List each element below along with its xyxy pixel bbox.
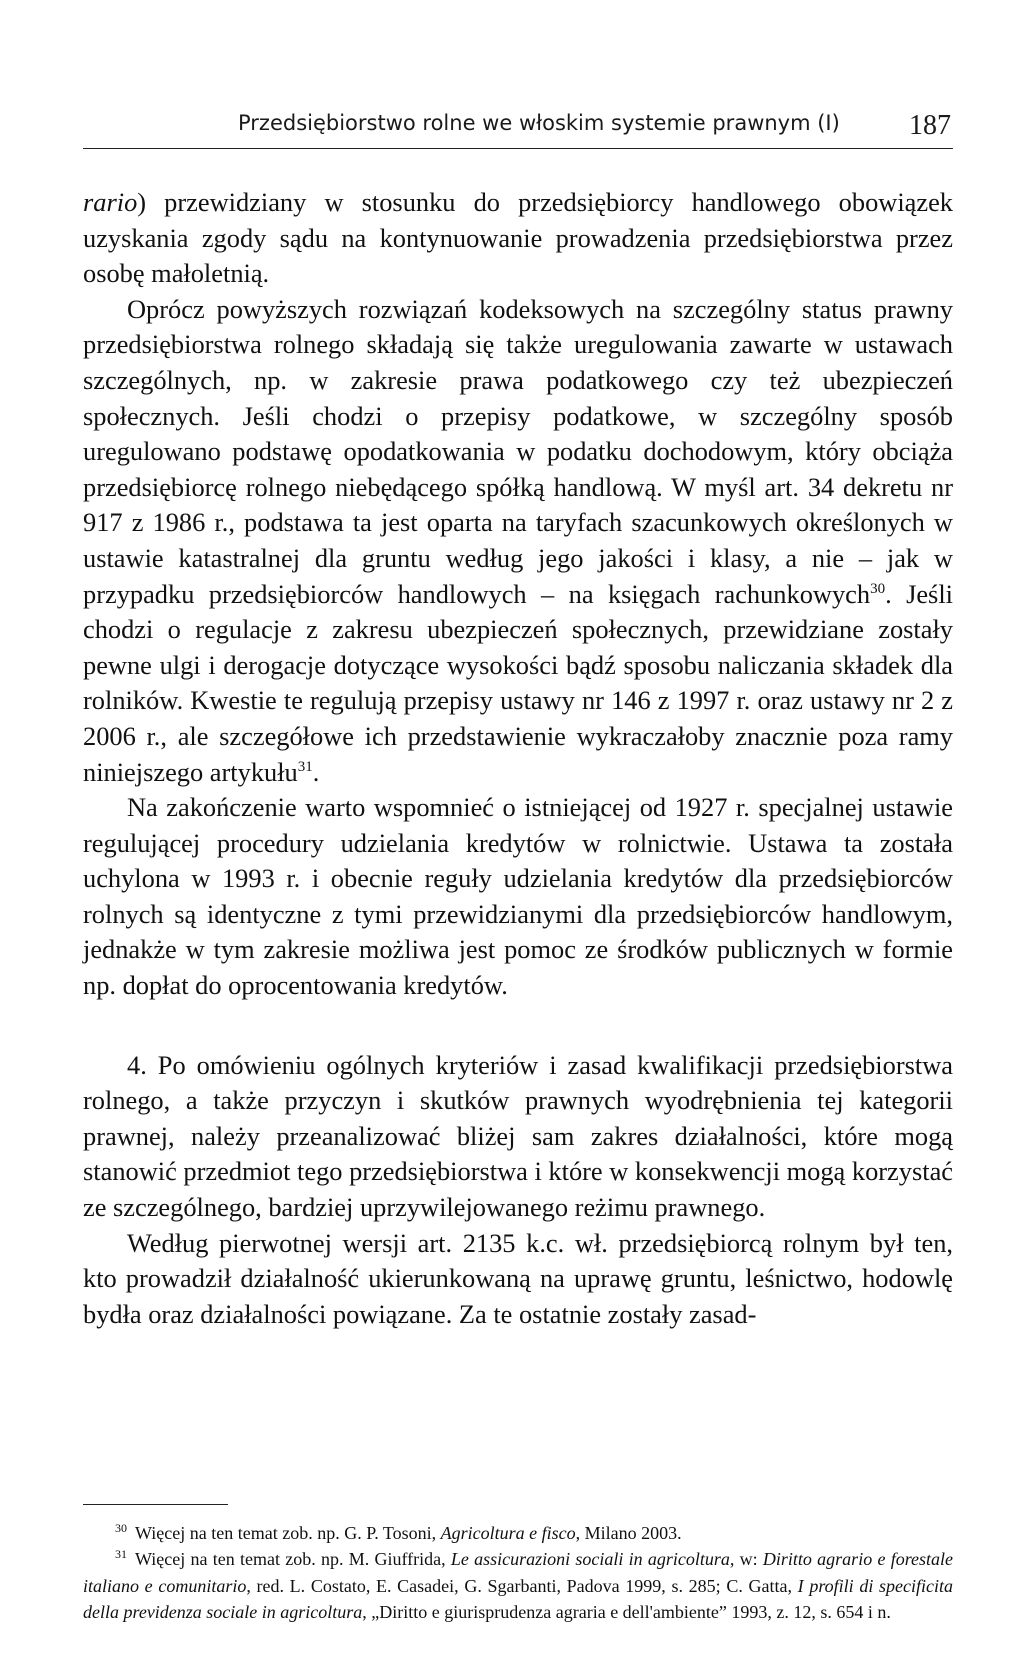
footnote-text: , Milano 2003.: [575, 1523, 682, 1543]
footnote-text: , red. L. Costato, E. Casadei, G. Sgarbanti, Padova 1999, s. 285; C. Gatta,: [246, 1575, 798, 1596]
paragraph-special-status: [83, 292, 953, 790]
footnote-30: [83, 1520, 953, 1546]
paragraph-text: .: [312, 756, 320, 787]
italic-term: rario: [83, 187, 138, 217]
footnote-divider: [83, 1504, 228, 1505]
footnote-number: [83, 1546, 135, 1572]
page-number: 187: [909, 110, 951, 141]
paragraph-text: Oprócz powyższych rozwiązań kodeksowych na szczególny status prawny przedsiębiorstwa rolnego składają się także uregulowania zawarte w ustawach szczególnych, np. w zakresie prawa podatkowego czy też ubezpieczeń społecznych. Jeśli chodzi o przepisy podatkowe, w szczególny sposób uregulowano podstawę opodatkowania w podatku dochodowym, który obciąża przedsiębiorcę rolnego niebędącego spółką handlową. W myśl art. 34 dekretu nr 917 z 1986 r., podstawa ta jest oparta na taryfach szacunkowych określonych w ustawie katastralnej dla gruntu według jego jakości i klasy, a nie – jak w przypadku przedsiębiorców handlowych – na księgach rachunkowych: [83, 293, 953, 609]
footnote-number-text: 30: [115, 1521, 127, 1535]
footnote-text: , „Diritto e giurisprudenza agraria e dell'ambiente” 1993, z. 12, s. 654 i n.: [362, 1601, 891, 1622]
footnote-title: Agricoltura e fisco: [440, 1523, 576, 1543]
paragraph-text: ) przewidziany w stosunku do przedsiębiorcy handlowego obowiązek uzyskania zgody sądu na kontynuowanie prowadzenia przedsiębiorstwa przez osobę małoletnią.: [83, 187, 953, 289]
footnote-text: Więcej na ten temat zob. np. M. Giuffrida,: [135, 1549, 451, 1570]
paragraph-credit-law: Na zakończenie warto wspomnieć o istniejącej od 1927 r. specjalnej ustawie regulującej procedury udzielania kredytów w rolnictwie. Ustawa ta została uchylona w 1993 r. i obecnie reguły udzielania kredytów dla przedsiębiorców rolnych są identyczne z tymi przewidzianymi dla przedsiębiorców handlowym, jednakże w tym zakresie możliwa jest pomoc ze środków publicznych w formie np. dopłat do oprocentowania kredytów.: [83, 792, 953, 1001]
running-title: Przedsiębiorstwo rolne we włoskim systemie prawnym (I): [238, 111, 840, 135]
paragraph-text: . Jeśli chodzi o regulacje z zakresu ubezpieczeń społecznych, przewidziane zostały pewne ulgi i derogacje dotyczące wysokości bądź sposobu naliczania składek dla rolników. Kwestie te regulują przepisy ustawy nr 146 z 1997 r. oraz ustawy nr 2 z 2006 r., ale szczegółowe ich przedstawienie wykraczałoby znacznie poza ramy niniejszego artykułu: [83, 578, 953, 787]
footnote-title: Diritto agrario e forestale italiano e comunitario: [83, 1549, 954, 1596]
footnote-text: Więcej na ten temat zob. np. G. P. Tosoni,: [135, 1523, 441, 1543]
footnote-title: I profili di specificita della previdenza sociale in agricoltura: [83, 1575, 953, 1622]
body-text: [83, 185, 953, 1332]
footnotes: [83, 1520, 953, 1625]
footnote-text: , w:: [729, 1549, 763, 1570]
page-header: [83, 108, 953, 149]
footnote-31: [83, 1546, 953, 1625]
footnote-ref-31[interactable]: 31: [297, 758, 313, 775]
paragraph-continuation: [83, 185, 953, 292]
paragraph-art-2135: Według pierwotnej wersji art. 2135 k.c. wł. przedsiębiorcą rolnym był ten, kto prowadził działalność ukierunkowaną na uprawę gruntu, leśnictwo, hodowlę bydła oraz działalności powiązane. Za te ostatnie zostały zasad-: [83, 1227, 953, 1329]
paragraph-section-4: 4. Po omówieniu ogólnych kryteriów i zasad kwalifikacji przedsiębiorstwa rolnego, a także przyczyn i skutków prawnych wyodrębnienia tej kategorii prawnej, należy przeanalizować bliżej sam zakres działalności, które mogą stanowić przedmiot tego przedsiębiorstwa i które w konsekwencji mogą korzystać ze szczególnego, bardziej uprzywilejowanego reżimu prawnego.: [83, 1049, 953, 1223]
footnote-ref-30[interactable]: 30: [870, 580, 886, 597]
footnote-number-text: 31: [115, 1547, 127, 1562]
footnote-title: Le assicurazioni sociali in agricoltura: [450, 1549, 730, 1570]
footnote-number: [83, 1520, 135, 1546]
